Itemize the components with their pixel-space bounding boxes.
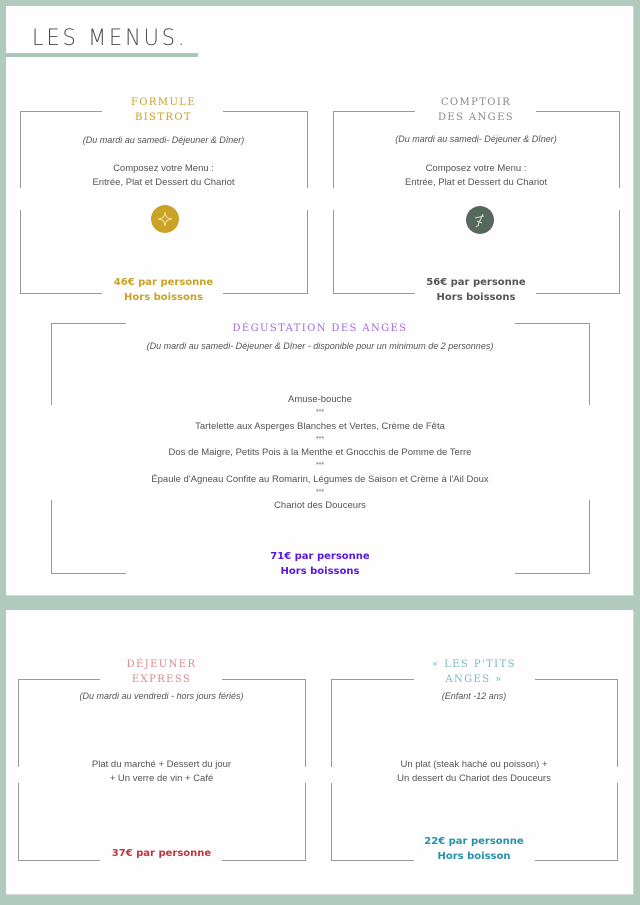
page-title: LES MENUS.	[32, 26, 188, 51]
border-right-lower	[617, 783, 618, 861]
menu-page-2	[6, 610, 633, 894]
border-right-upper	[617, 679, 618, 767]
border-right-upper	[307, 111, 308, 188]
menu-title: DÉJEUNER EXPRESS	[126, 659, 197, 685]
border-right-lower	[307, 210, 308, 294]
menu-description: Un plat (steak haché ou poisson) + Un dessert du Chariot des Douceurs	[397, 759, 551, 784]
course-5: Chariot des Douceurs	[274, 500, 366, 512]
menu-schedule: (Du mardi au samedi- Déjeuner & Dîner - disponible pour un minimum de 2 personnes)	[146, 341, 494, 351]
menu-card-ptits-anges	[331, 656, 617, 862]
course-separator: ***	[315, 409, 325, 417]
menu-card-degustation-des-anges	[51, 316, 589, 576]
course-1: Amuse-bouche	[288, 394, 352, 405]
menu-price: 56€ par personne Hors boissons	[426, 277, 526, 303]
menu-title: « LES P'TITS ANGES »	[432, 659, 516, 685]
course-list	[51, 393, 589, 513]
course-separator: ***	[315, 489, 325, 497]
course-3: Dos de Maigre, Petits Pois à la Menthe et Gnocchis de Pomme de Terre	[168, 447, 472, 459]
course-2: Tartelette aux Asperges Blanches et Vertes, Crème de Fêta	[195, 420, 445, 432]
border-right-upper	[305, 679, 306, 767]
course-4: Épaule d'Agneau Confite au Romarin, Légumes de Saison et Crème à l'Ail Doux	[151, 473, 489, 485]
menu-description: Plat du marché + Dessert du jour + Un verre de vin + Café	[91, 759, 232, 784]
border-right-upper	[619, 111, 620, 188]
border-right-lower	[619, 210, 620, 294]
menu-title: FORMULE BISTROT	[130, 97, 197, 123]
menu-description: Composez votre Menu : Entrée, Plat et Dessert du Chariot	[404, 163, 548, 188]
menu-schedule: (Du mardi au vendredi - hors jours fériés)	[79, 691, 244, 701]
border-right-upper	[589, 323, 590, 405]
menu-description: Composez votre Menu : Entrée, Plat et Dessert du Chariot	[92, 163, 235, 188]
sparkle-icon	[151, 205, 179, 233]
menu-schedule: (Enfant -12 ans)	[441, 691, 507, 701]
menu-schedule: (Du mardi au samedi- Déjeuner & Dîner)	[82, 135, 245, 145]
menu-price: 71€ par personne Hors boissons	[270, 551, 370, 577]
title-underline	[6, 53, 198, 57]
menu-title: COMPTOIR DES ANGES	[437, 97, 515, 123]
menu-card-dejeuner-express	[18, 656, 305, 862]
course-separator: ***	[315, 462, 325, 470]
menu-title: DÉGUSTATION DES ANGES	[232, 323, 408, 334]
wine-glass-icon	[466, 206, 494, 234]
course-separator: ***	[315, 435, 325, 443]
menu-card-formule-bistrot	[20, 94, 307, 303]
menu-card-comptoir-des-anges	[333, 94, 619, 303]
menu-price: 37€ par personne	[111, 848, 212, 859]
menu-price: 46€ par personne Hors boissons	[113, 277, 214, 303]
border-right-lower	[589, 500, 590, 574]
border-right-lower	[305, 783, 306, 861]
menu-price: 22€ par personne Hors boisson	[424, 836, 524, 862]
menu-schedule: (Du mardi au samedi- Déjeuner & Dîner)	[395, 134, 557, 144]
menu-page-1	[6, 6, 633, 595]
